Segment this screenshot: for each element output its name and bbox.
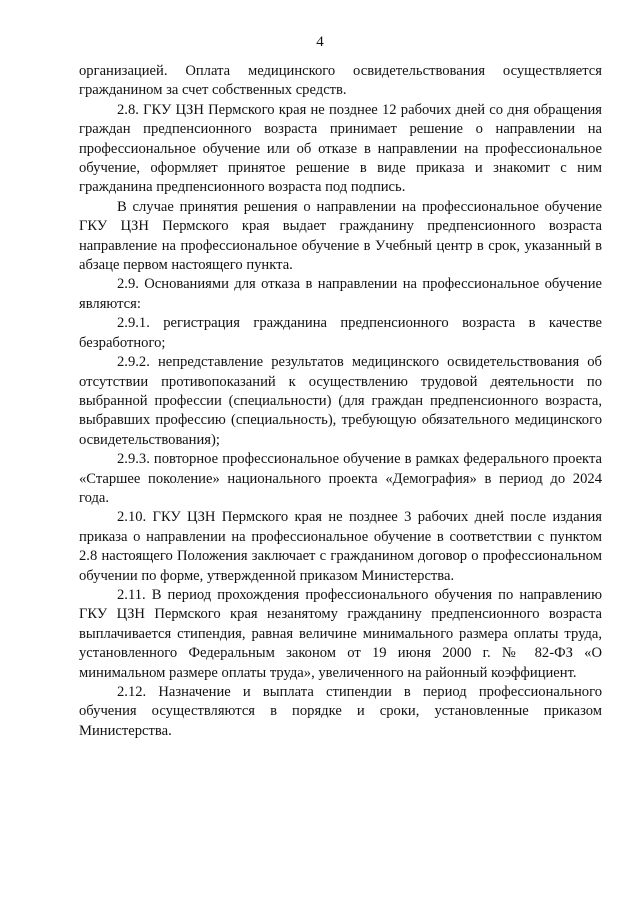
paragraph-continuation: организацией. Оплата медицинского освидетельствования осуществляется гражданином за счет собственных средств. bbox=[79, 63, 602, 99]
paragraph-2-12: 2.12. Назначение и выплата стипендии в период профессионального обучения осуществляются в порядке и сроки, установленные приказом Министерства. bbox=[79, 684, 602, 739]
paragraph-2-8: 2.8. ГКУ ЦЗН Пермского края не позднее 12 рабочих дней со дня обращения граждан предпенсионного возраста принимает решение о направлении на профессиональное обучение или об отказе в направлении на профессиональное обучение, оформляет принятое решение в виде приказа и знакомит с ним гражданина предпенсионного возраста под подпись. bbox=[79, 101, 602, 196]
paragraph-2-9: 2.9. Основаниями для отказа в направлении на профессиональное обучение являются: bbox=[79, 276, 602, 312]
document-body bbox=[79, 62, 602, 741]
paragraph-2-8-decision: В случае принятия решения о направлении на профессиональное обучение ГКУ ЦЗН Пермского края выдает гражданину предпенсионного возраста направление на профессиональное обучение в Учебный центр в срок, указанный в абзаце первом настоящего пункта. bbox=[79, 198, 602, 274]
paragraph-2-9-1: 2.9.1. регистрация гражданина предпенсионного возраста в качестве безработного; bbox=[79, 315, 602, 351]
paragraph-2-10: 2.10. ГКУ ЦЗН Пермского края не позднее 3 рабочих дней после издания приказа о направлении на профессиональное обучение в соответствии с пунктом 2.8 настоящего Положения заключает с гражданином договор о профессиональном обучении по форме, утвержденной приказом Министерства. bbox=[79, 509, 602, 584]
paragraph-2-9-2: 2.9.2. непредставление результатов медицинского освидетельствования об отсутствии противопоказаний к осуществлению трудовой деятельности по выбранной профессии (специальности) (для граждан предпенсионного возраста, выбравших профессию (специальность), требующую обязательного медицинского освидетельствования); bbox=[79, 354, 602, 448]
page-number: 4 bbox=[316, 34, 324, 50]
paragraph-2-11: 2.11. В период прохождения профессионального обучения по направлению ГКУ ЦЗН Пермского края незанятому гражданину предпенсионного возраста выплачивается стипендия, равная величине минимального размера оплаты труда, установленного Федеральным законом от 19 июня 2000 г. № 82-ФЗ «О минимальном размере оплаты труда», увеличенного на районный коэффициент. bbox=[79, 586, 602, 681]
paragraph-2-9-3: 2.9.3. повторное профессиональное обучение в рамках федерального проекта «Старшее поколение» национального проекта «Демография» в период до 2024 года. bbox=[79, 451, 602, 506]
